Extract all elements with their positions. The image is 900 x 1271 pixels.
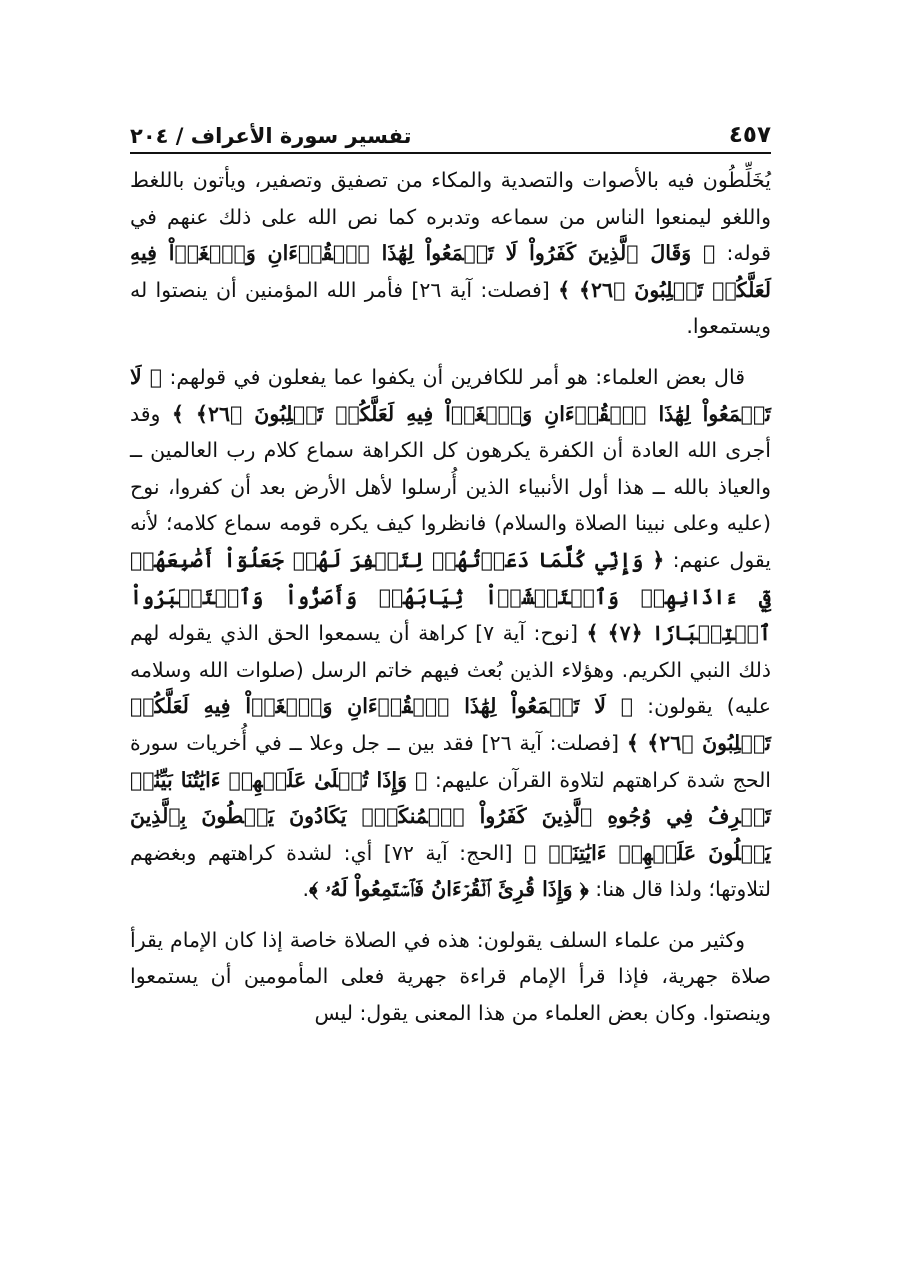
paragraph-1 [130, 162, 771, 345]
quran-verse-hajj-72: ﴿ وَإِذَا تُتۡلَىٰ عَلَيۡهِمۡ ءَايَٰتُنَا بَيِّنَٰتٖ تَعۡرِفُ فِي وُجُوهِ ٱلَّذِينَ كَفَرُواْ ٱلۡمُنكَرَۖ يَكَادُونَ يَسۡطُونَ بِٱلَّذِينَ يَتۡلُونَ عَلَيۡهِمۡ ءَايَٰتِنَاۗ ﴾ [130, 767, 772, 865]
paragraph-2-text-e: [الحج: آية ٧٢] أي: لشدة كراهتهم وبغضهم لتلاوتها؛ ولذا قال هنا: [130, 840, 771, 902]
body-text [130, 162, 771, 1032]
paragraph-1-text-a: يُخَلِّطُون فيه بالأصوات والتصدية والمكاء من تصفيق وتصفير، ويأتون باللغط واللغو ليمنعوا الناس من سماعه وتدبره كما نص الله على ذلك عنهم في قوله: [130, 168, 771, 266]
running-head [130, 108, 771, 148]
running-title: تفسير سورة الأعراف / ٢٠٤ [130, 124, 412, 148]
paragraph-1-text-b: [فصلت: آية ٢٦] فأمر الله المؤمنين أن ينصتوا له ويستمعوا. [130, 277, 771, 339]
paragraph-3-text-a: وكثير من علماء السلف يقولون: هذه في الصلاة خاصة إذا كان الإمام يقرأ صلاة جهرية، فإذا قرأ الإمام قراءة جهرية فعلى المأمومين أن يستمعوا وينصتوا. وكان بعض العلماء من هذا المعنى يقول: ليس [130, 927, 771, 1026]
paragraph-2-text-c: [نوح: آية ٧] كراهة أن يسمعوا الحق الذي يقوله لهم ذلك النبي الكريم. وهؤلاء الذين بُعث فيهم خاتم الرسل (صلوات الله وسلامه عليه) يقولون: [130, 621, 771, 719]
paragraph-2 [130, 359, 771, 908]
quran-verse-fussilat-26-c: ﴿ لَا تَسۡمَعُواْ لِهَٰذَا ٱلۡقُرۡءَانِ وَٱلۡغَوۡاْ فِيهِ لَعَلَّكُمۡ تَغۡلِبُونَ ﴿٢٦﴾ ﴾ [130, 694, 771, 755]
paragraph-2-text-d: [فصلت: آية ٢٦] فقد بين ــ جل وعلا ــ في أُخريات سورة الحج شدة كراهتهم لتلاوة القرآن عليهم: [130, 730, 772, 792]
paragraph-2-text-f: . [302, 877, 310, 902]
paragraph-3 [130, 922, 771, 1032]
quran-verse-araf-204: ﴿ وَإِذَا قُرِئَ ٱلۡقُرۡءَانُ فَٱسۡتَمِعُواْ لَهُۥ ﴾ [309, 877, 589, 902]
paragraph-2-text-b: وقد أجرى الله العادة أن الكفرة يكرهون كل الكراهة سماع كلام رب العالمين ــ والعياذ بالله ــ هذا أول الأنبياء الذين أُرسلوا لأهل الأرض بعد أن كفروا، نوح (عليه وعلى نبينا الصلاة والسلام) فانظروا كيف يكره قومه سماع كلامه؛ لأنه يقول عنهم: [130, 401, 771, 572]
page-number: ٤٥٧ [728, 122, 771, 148]
quran-verse-fussilat-26-b: ﴿ لَا تَسۡمَعُواْ لِهَٰذَا ٱلۡقُرۡءَانِ وَٱلۡغَوۡاْ فِيهِ لَعَلَّكُمۡ تَغۡلِبُونَ ﴿٢٦﴾ ﴾ [130, 364, 771, 426]
paragraph-2-text-a: قال بعض العلماء: هو أمر للكافرين أن يكفوا عما يفعلون في قولهم: [162, 364, 745, 389]
quran-verse-nuh-7: ﴿ وَإِنِّي كُلَّمَا دَعَوۡتُهُمۡ لِتَغۡفِرَ لَهُمۡ جَعَلُوٓاْ أَصَٰبِعَهُمۡ فِيٓ ءَاذَانِهِمۡ وَٱسۡتَغۡشَوۡاْ ثِيَابَهُمۡ وَأَصَرُّواْ وَٱسۡتَكۡبَرُواْ ٱسۡتِكۡبَارٗا ﴿٧﴾ ﴾ [130, 547, 771, 646]
quran-verse-fussilat-26: ﴿ وَقَالَ ٱلَّذِينَ كَفَرُواْ لَا تَسۡمَعُواْ لِهَٰذَا ٱلۡقُرۡءَانِ وَٱلۡغَوۡاْ فِيهِ لَعَلَّكُمۡ تَغۡلِبُونَ ﴿٢٦﴾ ﴾ [130, 241, 771, 302]
header-rule [130, 152, 771, 154]
page [130, 108, 771, 1032]
